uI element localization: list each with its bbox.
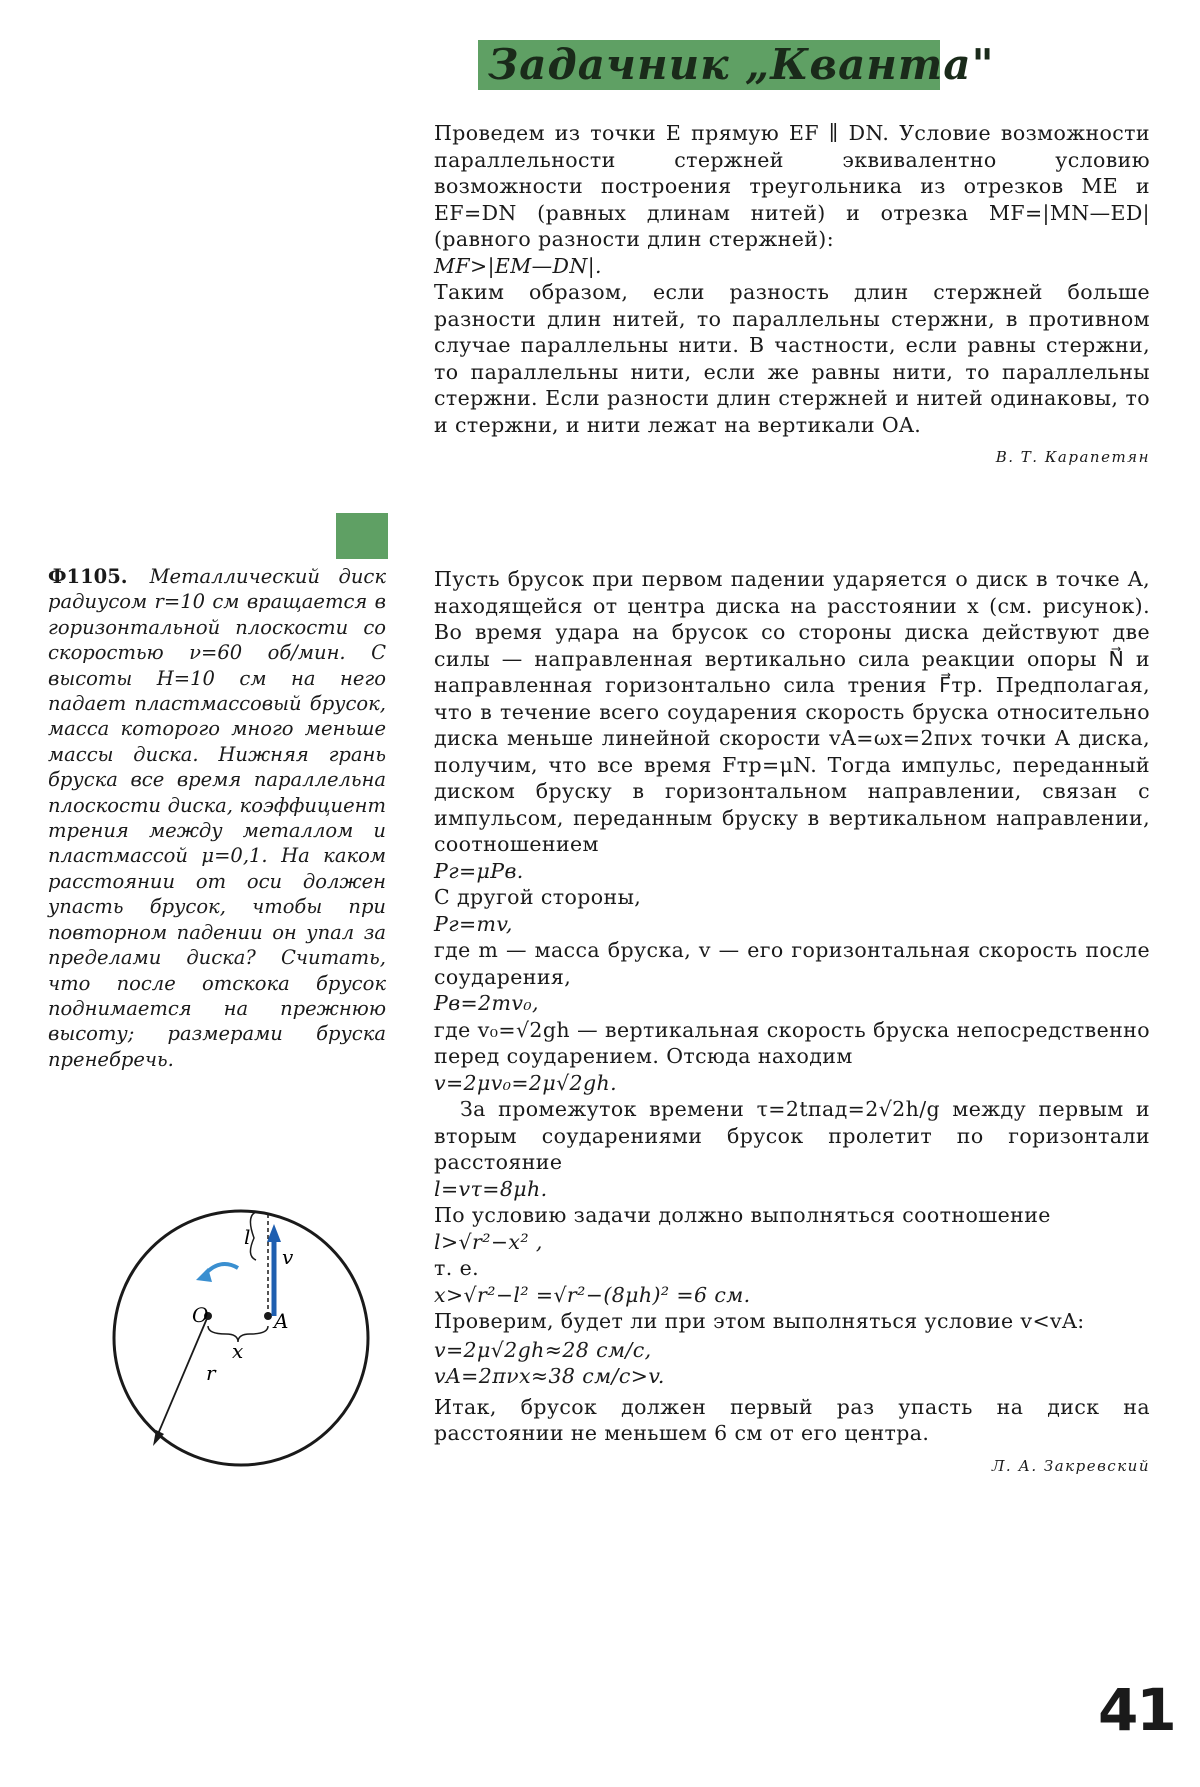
l-brace [250,1212,256,1260]
top-section [434,120,1150,471]
solution [434,566,1150,1479]
formula: x>√r²−l² =√r²−(8μh)² =6 см. [434,1282,751,1307]
disk-diagram [96,1198,386,1468]
formula: vA=2πνx≈38 см/с>v. [434,1364,665,1388]
formula: MF>|EM—DN|. [434,253,602,278]
label-a: A [274,1309,289,1333]
author-signature: Л. А. Закревский [991,1456,1150,1475]
label-r: r [206,1361,216,1385]
section-title: Задачник „Кванта" [488,40,995,89]
paragraph: Таким образом, если разность длин стержней больше разности длин нитей, то параллельны стержни, в противном случае параллельны нити. В частности, если равны стержни, то параллельны нити, если же равны нити, то параллельны стержни. Если разности длин стержней и нитей одинаковы, то и стержни, и нити лежат на вертикали OA. [434,280,1150,437]
velocity-arrowhead [267,1224,281,1242]
paragraph: С другой стороны, [434,885,642,909]
formula: Pг=mv, [434,911,513,936]
formula: l=vτ=8μh. [434,1176,548,1201]
paragraph: где v₀=√2gh — вертикальная скорость бруска непосредственно перед соударением. Отсюда находим [434,1017,1150,1068]
disk-outline [114,1211,368,1465]
paragraph: Итак, брусок должен первый раз упасть на диск на расстоянии не меньшем 6 см от его центра. [434,1394,1150,1445]
label-x: x [232,1339,244,1363]
paragraph: где m — масса бруска, v — его горизонтальная скорость после соударения, [434,938,1150,989]
radius-line [158,1316,208,1434]
paragraph: По условию задачи должно выполняться соотношение [434,1203,1051,1227]
page-number: 41 [1098,1676,1175,1744]
paragraph: Пусть брусок при первом падении ударяется о диск в точке A, находящейся от центра диска на расстоянии x (см. рисунок). Во время удара на брусок со стороны диска действуют две силы — направленная вертикально сила реакции опоры N⃗ и направленная горизонтально сила трения F⃗тр. Предполагая, что в течение всего соударения скорость бруска относительно диска меньше линейной скорости vA=ωx=2πνx точки A диска, получим, что все время Fтр=μN. Тогда импульс, переданный диском бруску в горизонтальном направлении, связан с импульсом, переданным бруску в вертикальном направлении, соотношением [434,567,1150,856]
formula: Pг=μPв. [434,858,524,883]
label-l: l [244,1225,251,1249]
paragraph: Проведем из точки E прямую EF ∥ DN. Условие возможности параллельности стержней эквивалентно условию возможности построения треугольника из отрезков ME и EF=DN (равных длинам нитей) и отрезка MF=|MN—ED| (равного разности длин стержней): [434,121,1150,251]
problem-text: Металлический диск радиусом r=10 см вращается в горизонтальной плоскости со скоростью ν=60 об/мин. С высоты H=10 см на него падает пластмассовый брусок, масса которого много меньше массы диска. Нижняя грань бруска все время параллельна плоскости диска, коэффициент трения между металлом и пластмассой μ=0,1. На каком расстоянии от оси должен упасть брусок, чтобы при повторном падении он упал за пределами диска? Считать, что после отскока брусок поднимается на прежнюю высоту; размерами бруска пренебречь. [48,565,386,1071]
rotation-arrow [206,1264,238,1273]
problem-number: Ф1105. [48,565,128,588]
problem-statement [48,564,386,1072]
paragraph: Проверим, будет ли при этом выполняться условие v<vA: [434,1309,1085,1333]
section-marker [336,513,388,559]
label-v: v [282,1245,294,1269]
formula: l>√r²−x² , [434,1229,543,1254]
formula: Pв=2mv₀, [434,991,539,1015]
label-o: O [192,1303,209,1327]
paragraph: т. е. [434,1256,480,1280]
formula: v=2μv₀=2μ√2gh. [434,1070,618,1095]
author-signature: В. Т. Карапетян [995,448,1150,466]
formula: v=2μ√2gh≈28 см/с, [434,1337,652,1362]
paragraph: За промежуток времени τ=2tпад=2√2h/g между первым и вторым соударениями брусок пролетит по горизонтали расстояние [434,1097,1150,1174]
